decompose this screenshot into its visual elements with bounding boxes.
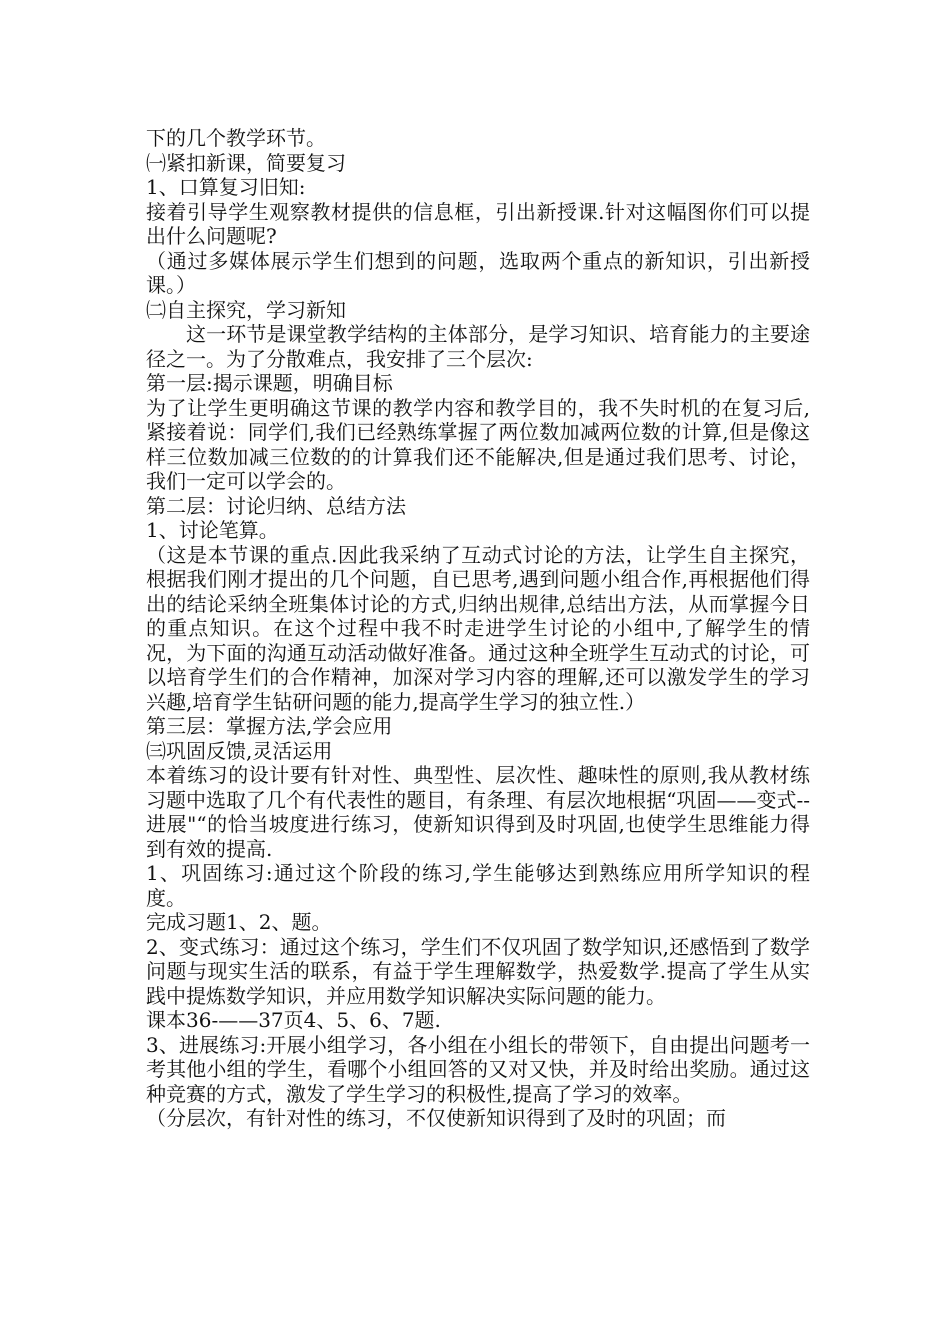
paragraph-discussion-note: （这是本节课的重点.因此我采纳了互动式讨论的方法，让学生自主探究，根据我们刚才提出的几个问题，自已思考,遇到问题小组合作,再根据他们得出的结论采纳全班集体讨论的方式,归纳出规律,总结出方法，从而掌握今日的重点知识。在这个过程中我不时走进学生讨论的小组中,了解学生的情况，为下面的沟通互动活动做好准备。通过这种全班学生互动式的讨论，可以培育学生们的合作精神，加深对学习内容的理解,还可以激发学生的学习兴趣,培育学生钻研问题的能力,提高学生学习的独立性.）	[146, 542, 810, 714]
paragraph-variation-practice: 2、变式练习：通过这个练习，学生们不仅巩固了数学知识,还感悟到了数学问题与现实生活的联系，有益于学生理解数学，热爱数学.提高了学生从实践中提炼数学知识，并应用数学知识解决实际问题的能力。	[146, 934, 810, 1008]
paragraph-consolidation-practice: 1、巩固练习:通过这个阶段的练习,学生能够达到熟练应用所学知识的程度。	[146, 861, 810, 910]
section-heading-2: ㈡自主探究，学习新知	[146, 297, 346, 322]
paragraph-layered-note: （分层次，有针对性的练习，不仅使新知识得到了及时的巩固；而	[146, 1106, 726, 1130]
paragraph-extension-practice: 3、进展练习:开展小组学习，各小组在小组长的带领下，自由提出问题考一考其他小组的学生，看哪个小组回答的又对又快，并及时给出奖励。通过这种竞赛的方式，激发了学生学习的积极性,提高了学习的效率。	[146, 1032, 810, 1106]
level-heading-3: 第三层：掌握方法,学会应用	[146, 714, 393, 738]
section-heading-1: ㈠紧扣新课，简要复习	[146, 150, 346, 175]
section-heading-3: ㈢巩固反馈,灵活运用	[146, 738, 333, 763]
paragraph-multimedia-note: （通过多媒体展示学生们想到的问题，选取两个重点的新知识，引出新授课。）	[146, 248, 810, 297]
subheading-oral-review: 1、口算复习旧知:	[146, 175, 306, 199]
paragraph-main-part: 这一环节是课堂教学结构的主体部分，是学习知识、培育能力的主要途径之一。为了分散难点，我安排了三个层次:	[146, 322, 810, 371]
document-body	[146, 126, 810, 1131]
paragraph-practice-design: 本着练习的设计要有针对性、典型性、层次性、趣味性的原则,我从教材练习题中选取了几个有代表性的题目，有条理、有层次地根据“巩固——变式--进展"“的恰当坡度进行练习，使新知识得到及时巩固,也使学生思维能力得到有效的提高.	[146, 763, 810, 861]
paragraph-continuation: 下的几个教学环节。	[146, 126, 326, 150]
level-heading-1: 第一层:揭示课题，明确目标	[146, 371, 393, 395]
subheading-written-calc: 1、讨论笔算。	[146, 518, 279, 542]
paragraph-exercises-1: 完成习题1、2、题。	[146, 910, 332, 934]
paragraph-level-1: 为了让学生更明确这节课的教学内容和教学目的，我不失时机的在复习后,紧接着说：同学们,我们已经熟练掌握了两位数加减两位数的计算,但是像这样三位数加减三位数的的计算我们还不能解决,但是通过我们思考、讨论，我们一定可以学会的。	[146, 395, 810, 493]
paragraph-guide-observation: 接着引导学生观察教材提供的信息框，引出新授课.针对这幅图你们可以提出什么问题呢?	[146, 199, 810, 248]
paragraph-exercises-2: 课本36-——37页4、5、6、7题.	[146, 1008, 441, 1032]
level-heading-2: 第二层：讨论归纳、总结方法	[146, 493, 406, 518]
